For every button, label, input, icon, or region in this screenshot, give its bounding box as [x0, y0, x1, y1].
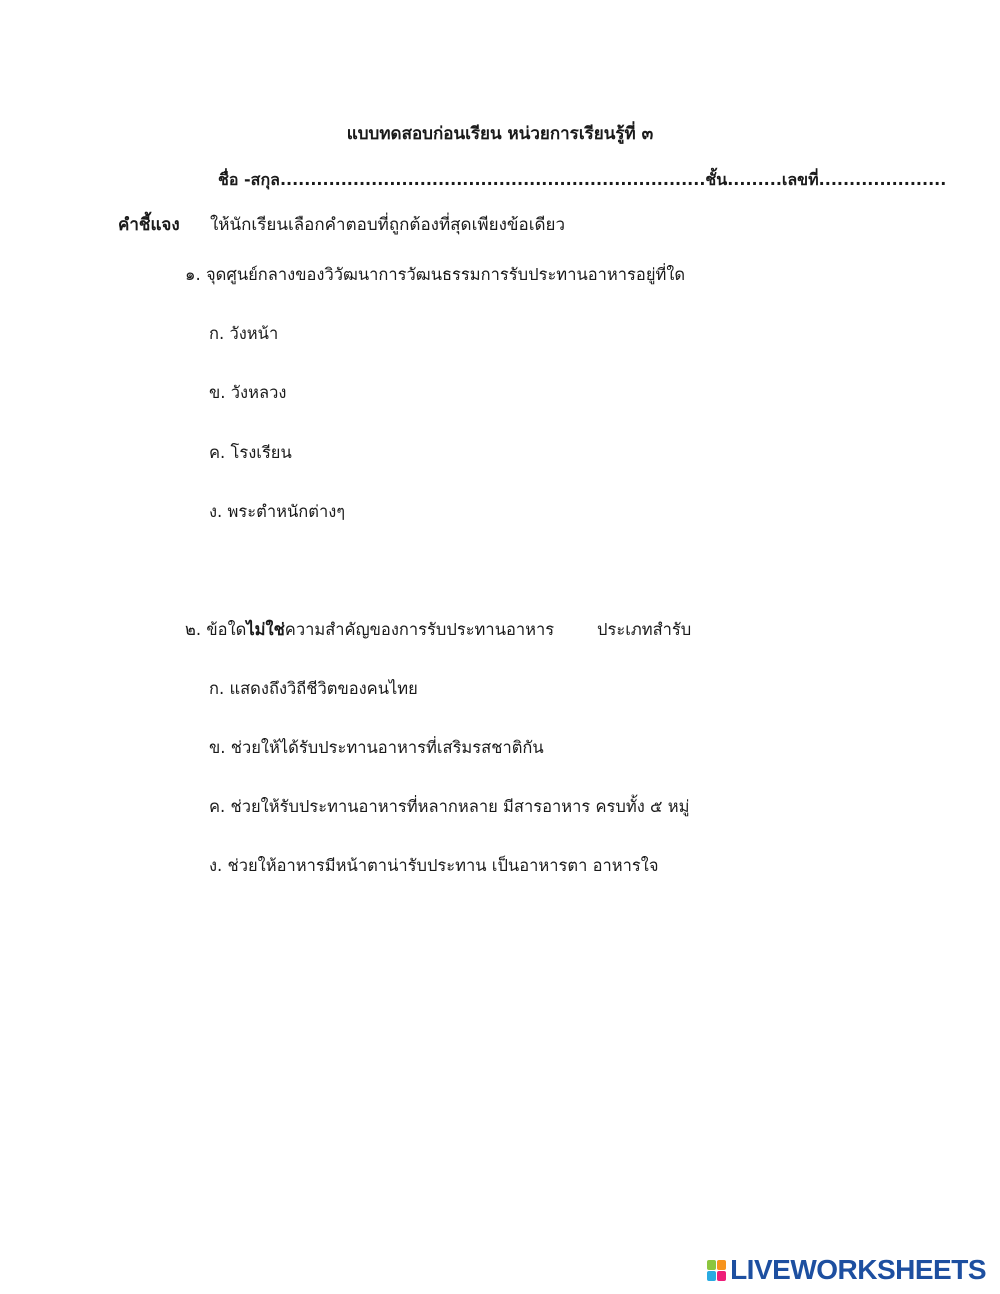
question-1-option-d[interactable]: ง. พระตำหนักต่างๆ: [209, 502, 346, 521]
liveworksheets-logo-text: LIVEWORKSHEETS: [730, 1254, 986, 1285]
question-1: [185, 262, 685, 288]
question-1-text: จุดศูนย์กลางของวิวัฒนาการวัฒนธรรมการรับประทานอาหารอยู่ที่ใด: [205, 265, 686, 284]
question-1-option-a[interactable]: ก. วังหน้า: [209, 324, 279, 343]
liveworksheets-logo: [707, 1254, 986, 1286]
question-1-option-b[interactable]: ข. วังหลวง: [209, 383, 287, 402]
question-2: [185, 617, 554, 643]
question-2-option-c[interactable]: ค. ช่วยให้รับประทานอาหารที่หลากหลาย มีสารอาหาร ครบทั้ง ๕ หมู่: [209, 797, 690, 816]
question-2-option-d[interactable]: ง. ช่วยให้อาหารมีหน้าตาน่ารับประทาน เป็นอาหารตา อาหารใจ: [209, 856, 659, 875]
question-2-option-b[interactable]: ข. ช่วยให้ได้รับประทานอาหารที่เสริมรสชาติกัน: [209, 738, 544, 757]
question-2-text-after: ความสำคัญของการรับประทานอาหาร: [284, 620, 555, 639]
question-1-number: ๑.: [185, 265, 201, 284]
name-class-number-line: ชื่อ -สกุล......................................................................ชั้น.........เลขที่.....................: [218, 170, 947, 189]
instructions-label: คำชี้แจง: [118, 215, 180, 235]
question-2-text-before: ข้อใด: [206, 620, 247, 639]
worksheet-title: แบบทดสอบก่อนเรียน หน่วยการเรียนรู้ที่ ๓: [346, 124, 654, 144]
instructions-text: ให้นักเรียนเลือกคำตอบที่ถูกต้องที่สุดเพียงข้อเดียว: [210, 215, 566, 235]
question-1-option-c[interactable]: ค. โรงเรียน: [209, 443, 292, 462]
question-2-number: ๒.: [185, 620, 202, 639]
liveworksheets-logo-icon: [707, 1260, 727, 1282]
question-2-option-a[interactable]: ก. แสดงถึงวิถีชีวิตของคนไทย: [209, 679, 418, 698]
question-2-text-bold: ไม่ใช่: [246, 620, 285, 639]
question-2-text-tail: ประเภทสำรับ: [597, 620, 692, 639]
